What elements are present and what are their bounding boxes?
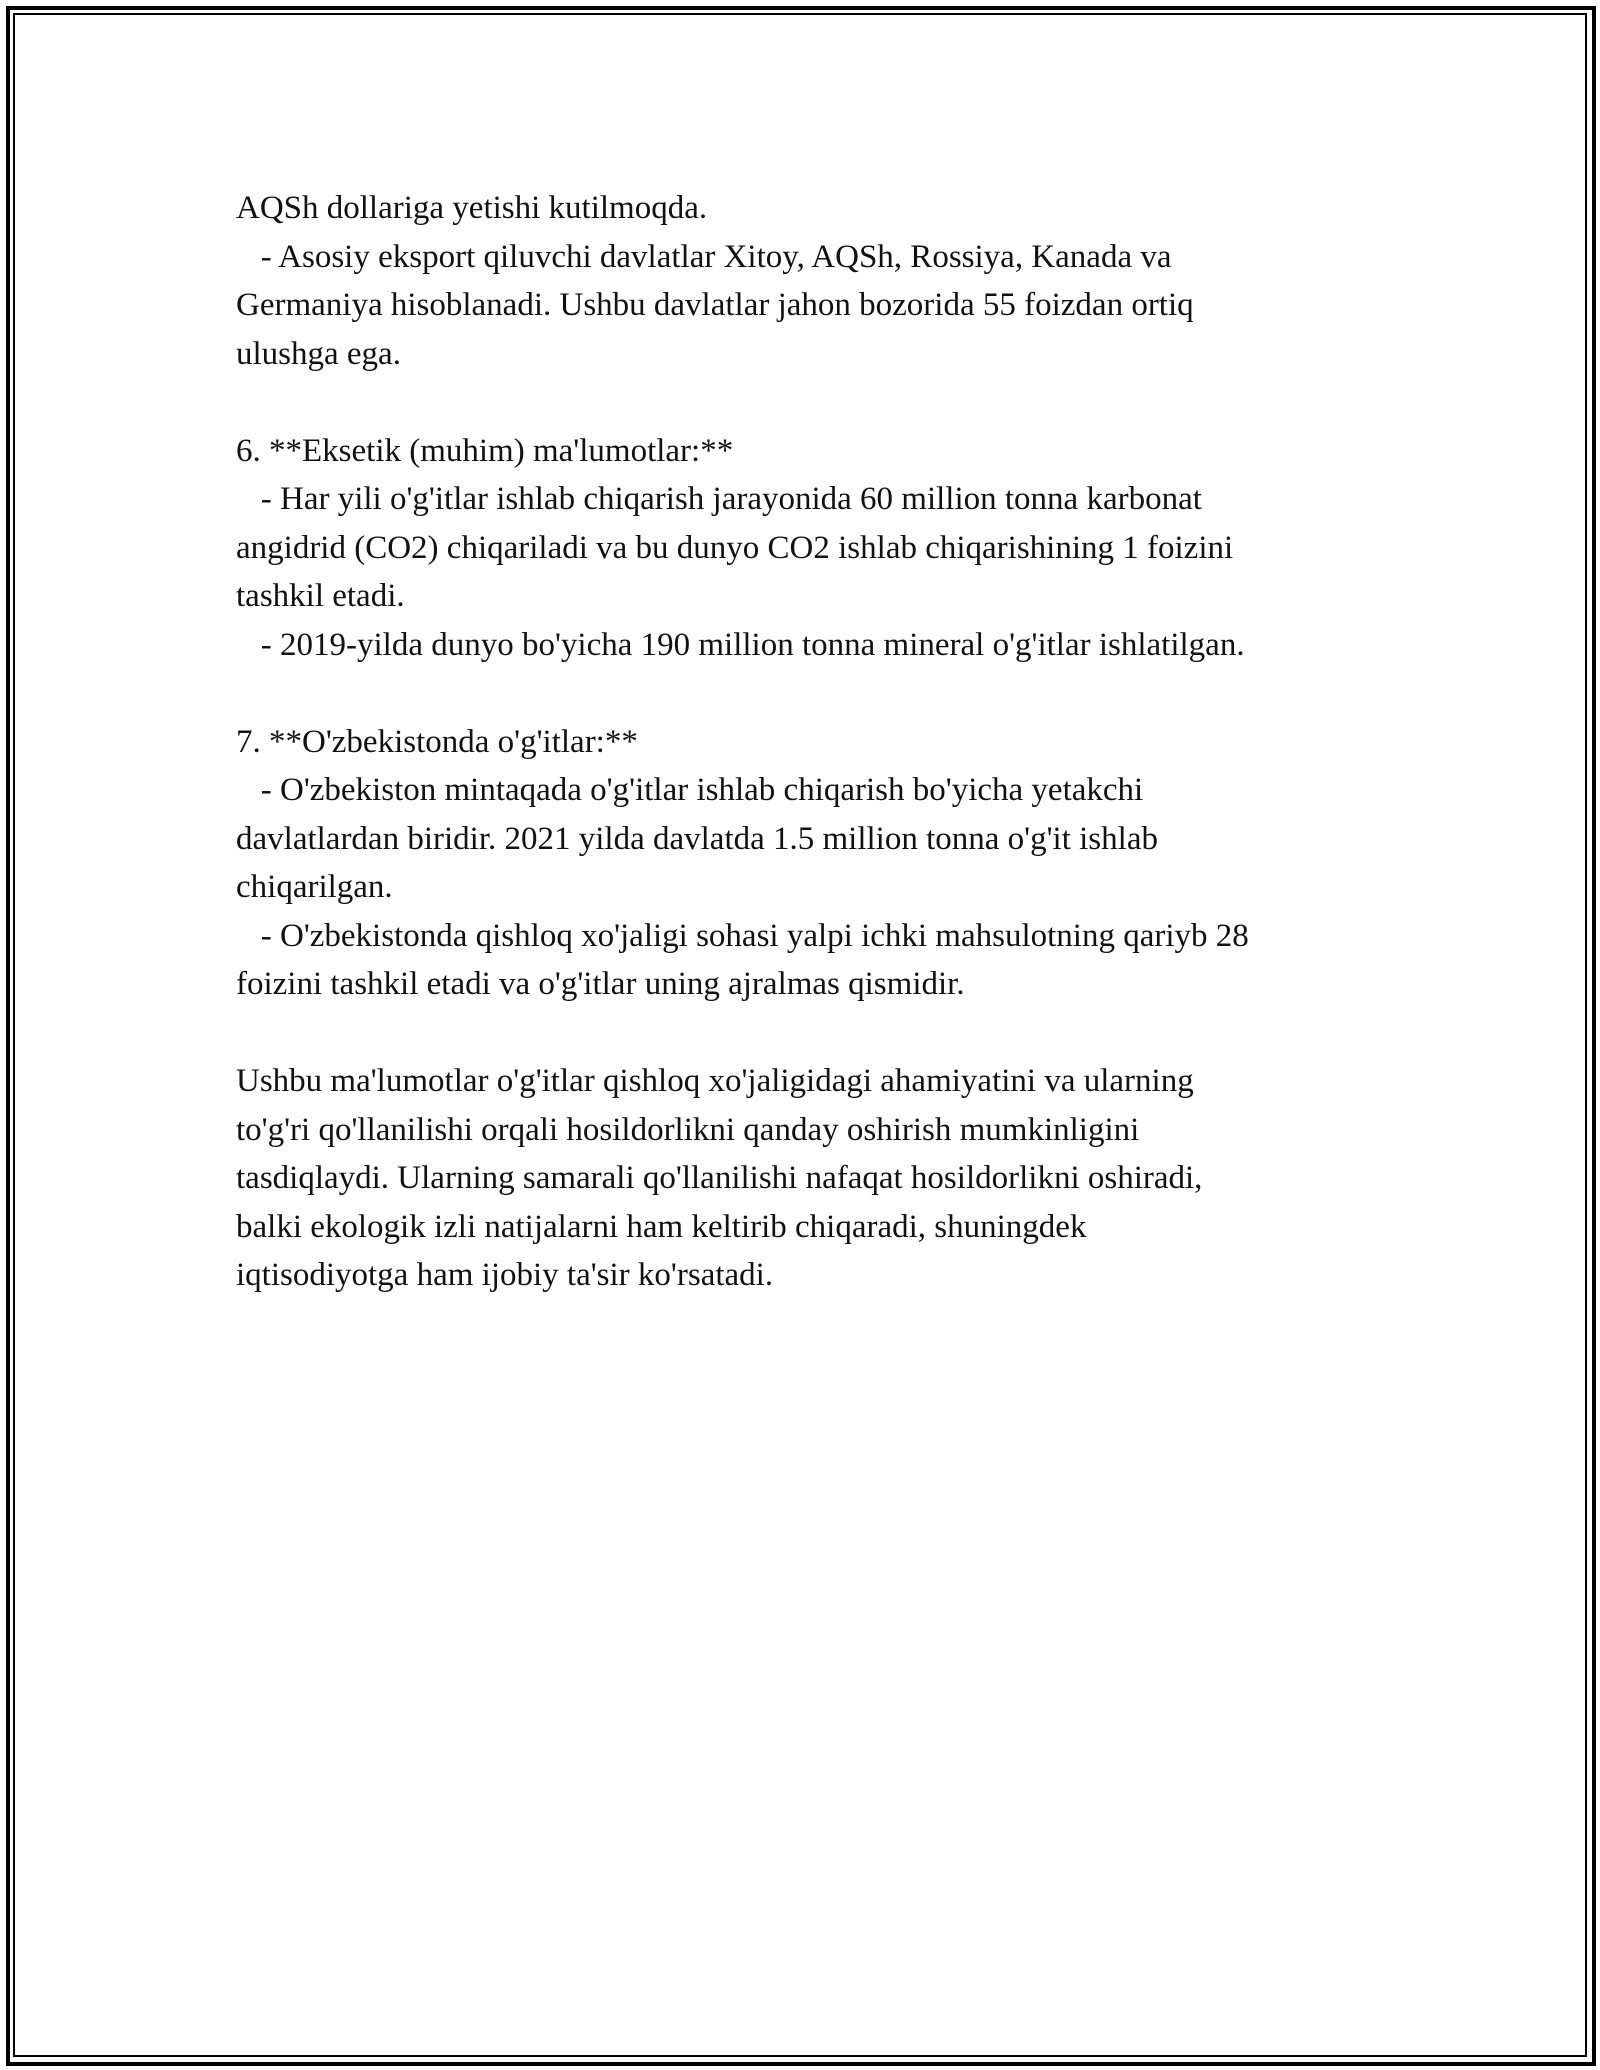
section-7-line: davlatlardan biridir. 2021 yilda davlatda 1.5 million tonna o'g'it ishlab (236, 820, 1158, 857)
section-7-line: - O'zbekiston mintaqada o'g'itlar ishlab chiqarish bo'yicha yetakchi (236, 772, 1144, 808)
conclusion-line: tasdiqlaydi. Ularning samarali qo'llanilishi nafaqat hosildorlikni oshiradi, (236, 1160, 1203, 1196)
paragraph-spacer (236, 669, 1416, 718)
section-6-line: angidrid (CO2) chiqariladi va bu dunyo CO2 ishlab chiqarishining 1 foizini (236, 529, 1234, 566)
section-7-heading: 7. **O'zbekistonda o'g'itlar:** (236, 723, 638, 760)
intro-line: ulushga ega. (236, 335, 401, 372)
document-body (236, 184, 1416, 1300)
conclusion-line: to'g'ri qo'llanilishi orqali hosildorlikni qanday oshirish mumkinligini (236, 1111, 1140, 1148)
intro-line: Germaniya hisoblanadi. Ushbu davlatlar jahon bozorida 55 foizdan ortiq (236, 287, 1194, 323)
conclusion-line: iqtisodiyotga ham ijobiy ta'sir ko'rsatadi. (236, 1257, 774, 1293)
intro-line: - Asosiy eksport qiluvchi davlatlar Xitoy, AQSh, Rossiya, Kanada va (236, 238, 1172, 275)
section-6-line: tashkil etadi. (236, 578, 405, 614)
section-7-line: chiqarilgan. (236, 869, 393, 905)
section-7-line: - O'zbekistonda qishloq xo'jaligi sohasi yalpi ichki mahsulotning qariyb 28 (236, 917, 1249, 954)
section-6-line: - 2019-yilda dunyo bo'yicha 190 million tonna mineral o'g'itlar ishlatilgan. (236, 626, 1245, 663)
section-6-heading: 6. **Eksetik (muhim) ma'lumotlar:** (236, 432, 734, 469)
section-7-line: foizini tashkil etadi va o'g'itlar uning ajralmas qismidir. (236, 966, 965, 1002)
paragraph-spacer (236, 378, 1416, 427)
paragraph-spacer (236, 1009, 1416, 1058)
intro-line: AQSh dollariga yetishi kutilmoqda. (236, 190, 708, 226)
conclusion-line: Ushbu ma'lumotlar o'g'itlar qishloq xo'jaligidagi ahamiyatini va ularning (236, 1063, 1194, 1099)
section-6-line: - Har yili o'g'itlar ishlab chiqarish jarayonida 60 million tonna karbonat (236, 481, 1202, 517)
conclusion-line: balki ekologik izli natijalarni ham keltirib chiqaradi, shuningdek (236, 1208, 1087, 1245)
